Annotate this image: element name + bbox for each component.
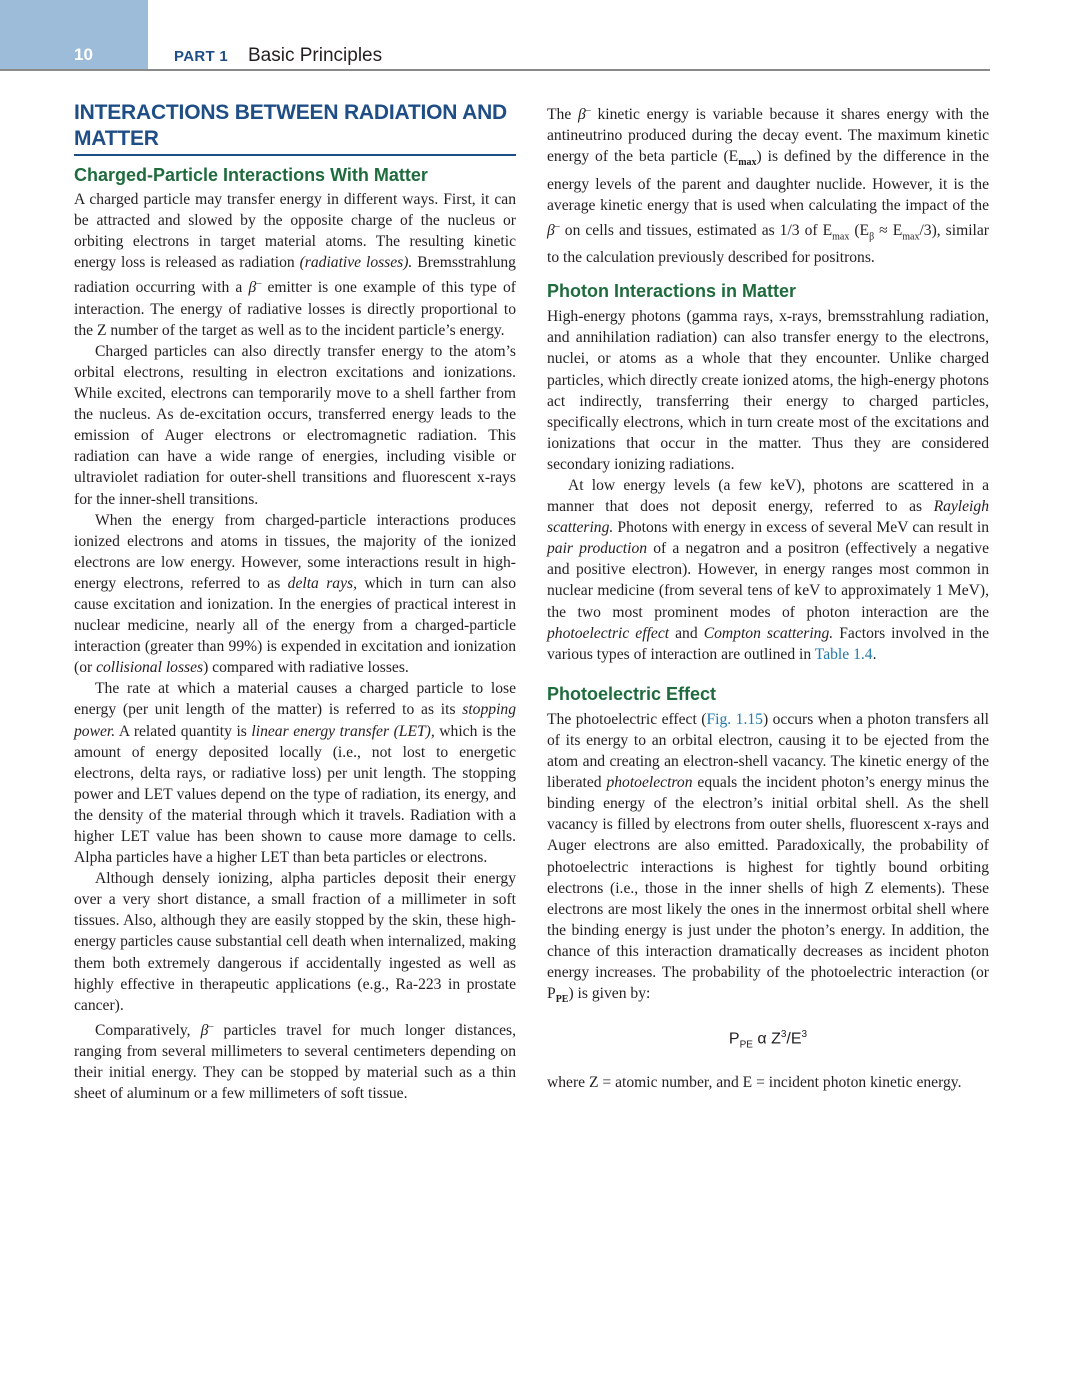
paragraph: At low energy levels (a few keV), photons are scattered in a manner that does not deposit energy, referred to as Rayleigh scattering. Photons with energy in excess of several MeV can result in pair production of a negatron and a positron (effectively a negative and positive electron). However, in energy ranges most common in nuclear medicine (from several tens of keV to approximately 1 MeV), the two most prominent modes of photon interaction are the photoelectric effect and Compton scattering. Factors involved in the various types of interaction are outlined in Table 1.4.: [547, 477, 990, 663]
paragraph: Although densely ionizing, alpha particles deposit their energy over a very short distance, a small fraction of a millimeter in soft tissues. Also, although they are easily stopped by the skin, these high-energy particles cause substantial cell death when internalized, making them both extremely dangerous if accidentally ingested as well as highly effective in therapeutic applications (e.g., Ra-223 in prostate cancer).: [74, 870, 516, 1014]
paragraph: where Z = atomic number, and E = incident photon kinetic energy.: [547, 1073, 962, 1091]
left-column: [74, 100, 516, 1104]
paragraph: A charged particle may transfer energy in different ways. First, it can be attracted and slowed by the opposite charge of the nucleus or orbiting electrons in target material atoms. The resulting kinetic energy loss is released as radiation (radiative losses). Bremsstrahlung radiation occurring with a β– emitter is one example of this type of interaction. The energy of radiative losses is directly proportional to the Z number of the target as well as to the incident particle’s energy.: [74, 191, 516, 339]
photoelectric-formula: $P_{PE}$ α $Z^3/E^3$: [728, 1029, 808, 1051]
part-label: PART 1: [174, 48, 229, 65]
right-column: [547, 100, 989, 1093]
subsection-heading-photon: Photon Interactions in Matter: [547, 281, 797, 302]
page-header: [0, 0, 1073, 72]
part-title: Basic Principles: [248, 45, 383, 66]
paragraph: The photoelectric effect (Fig. 1.15) occurs when a photon transfers all of its energy to an orbital electron, causing it to be ejected from the atom and creating an electron-shell vacancy. The kinetic energy of the liberated photoelectron equals the incident photon’s energy minus the binding energy of the electron’s initial orbital shell. As the shell vacancy is filled by electrons from outer shells, fluorescent x-rays and Auger electrons are also emitted. Paradoxically, the probability of photoelectric interactions is highest for tightly bound orbiting electrons (i.e., those in the inner shells of high Z elements). These electrons are most likely the ones in the innermost orbital shell where the binding energy is just under the photon’s energy. In addition, the chance of this interaction dramatically decreases as incident photon energy increases. The probability of the photoelectric interaction (or $P_{PE}$) is given by:: [547, 710, 989, 1006]
paragraph: High-energy photons (gamma rays, x-rays, bremsstrahlung radiation, and annihilation radiation) can also transfer energy to the electrons, nuclei, or atoms as a whole that they encounter. Unlike charged particles, which directly create ionized atoms, the high-energy photons act indirectly, transferring their energy to charged particles, specifically electrons, which in turn create most of the excitations and ionizations that occur in the matter. Thus they are considered secondary ionizing radiations.: [547, 308, 989, 473]
subsection-heading-charged: Charged-Particle Interactions With Matter: [74, 165, 428, 185]
paragraph: When the energy from charged-particle interactions produces ionized electrons and atoms in tissues, the majority of the ionized electrons are low energy. However, some interactions result in high-energy electrons, referred to as delta rays, which in turn can also cause excitation and ionization. In the energies of practical interest in nuclear medicine, nearly all of the energy from a charged-particle interaction (greater than 99%) is expended in excitation and ionization (or collisional losses) compared with radiative losses.: [74, 511, 516, 677]
paragraph: Charged particles can also directly transfer energy to the atom’s orbital electrons, resulting in electron excitations and ionizations. While excited, electrons can temporarily move to a shell farther from the nucleus. As de-excitation occurs, transferred energy leads to the emission of Auger electrons or electromagnetic radiation. This radiation can have a wide range of energies, including visible or ultraviolet radiation for outer-shell transitions and fluorescent x-rays for the inner-shell transitions.: [74, 342, 516, 508]
paragraph: The β– kinetic energy is variable because it shares energy with the antineutrino produced during the decay event. The maximum kinetic energy of the beta particle $(E_{max})$ is defined by the difference in the energy levels of the parent and daughter nuclide. However, it is the average kinetic energy that is used when calculating the impact of the β– on cells and tissues, estimated as 1/3 of $E_{max}$ $(E_\beta \approx E_{max}/3)$, similar to the calculation previously described for positrons.: [547, 105, 989, 267]
table-link[interactable]: Table 1.4: [814, 645, 873, 663]
paragraph: The rate at which a material causes a charged particle to lose energy (per unit length of the matter) is referred to as its stopping power. A related quantity is linear energy transfer (LET), which is the amount of energy deposited locally (i.e., not lost to energetic electrons, delta rays, or radiative loss) per unit length. The stopping power and LET values depend on the type of radiation, its energy, and the density of the material through which it travels. Radiation with a higher LET value has been shown to cause more damage to cells. Alpha particles have a higher LET than beta particles or electrons.: [74, 680, 516, 867]
section-heading: INTERACTIONS BETWEEN RADIATION AND MATTER: [74, 100, 516, 156]
paragraph: Comparatively, β– particles travel for much longer distances, ranging from several millimeters to several centimeters depending on their initial energy. They can be stopped by material such as a thin sheet of aluminum or a few millimeters of soft tissue.: [74, 1020, 516, 1103]
header-rule: [0, 69, 990, 71]
figure-link[interactable]: Fig. 1.15: [706, 710, 763, 728]
page-number: 10: [74, 45, 93, 64]
subsection-heading-photoelectric: Photoelectric Effect: [547, 683, 717, 704]
